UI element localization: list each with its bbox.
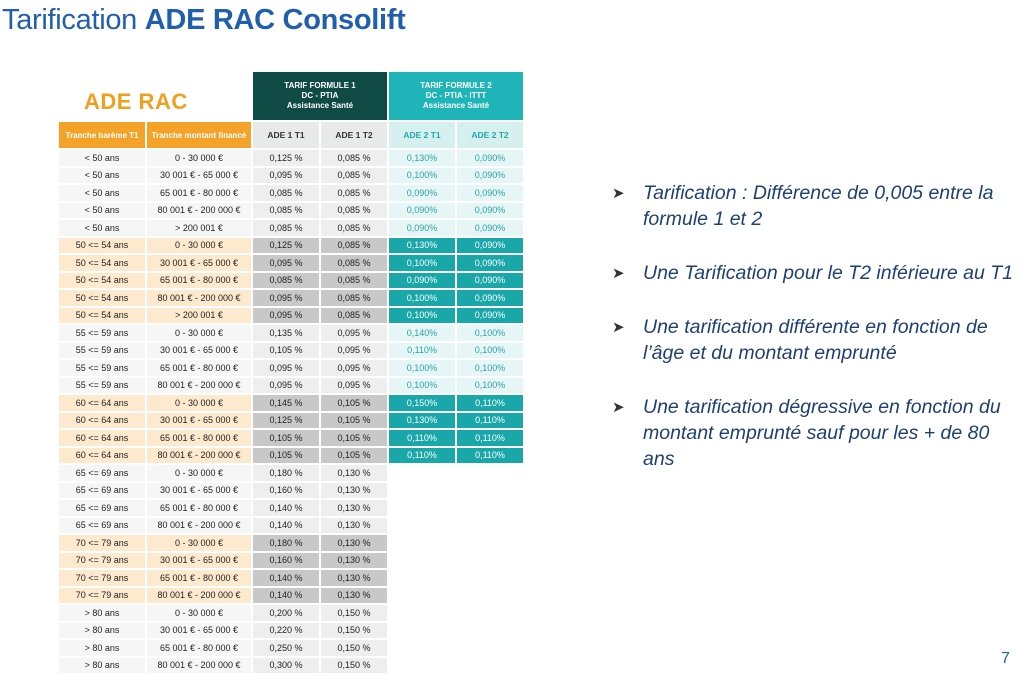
- table-row: [59, 500, 523, 516]
- cell-ade2-t1: 0,110%: [389, 448, 455, 464]
- cell-ade1-t1: 0,200 %: [253, 605, 319, 621]
- table-row: [59, 535, 523, 551]
- table-row: [59, 360, 523, 376]
- cell-ade1-t1: 0,095 %: [253, 168, 319, 184]
- table-row: [59, 150, 523, 166]
- cell-ade1-t2: 0,130 %: [321, 518, 387, 534]
- cell-ade1-t2: 0,150 %: [321, 605, 387, 621]
- cell-ade1-t2: 0,105 %: [321, 395, 387, 411]
- table-row: [59, 343, 523, 359]
- cell-ade2-t2: 0,110%: [457, 395, 523, 411]
- cell-amount-band: 80 001 € - 200 000 €: [147, 518, 251, 534]
- column-header-row: [59, 122, 523, 148]
- cell-ade1-t1: 0,085 %: [253, 203, 319, 219]
- bullet-text: Une tarification dégressive en fonction du montant emprunté sauf pour les + de 80 ans: [643, 396, 1001, 470]
- header-ade1-t2: ADE 1 T2: [321, 122, 387, 148]
- cell-ade2-t1: 0,110%: [389, 430, 455, 446]
- table-row: [59, 570, 523, 586]
- cell-ade2-t1: [389, 588, 455, 604]
- cell-ade2-t1: 0,140%: [389, 325, 455, 341]
- cell-ade1-t2: 0,150 %: [321, 623, 387, 639]
- cell-ade1-t2: 0,085 %: [321, 220, 387, 236]
- bullet-text: Tarification : Différence de 0,005 entre la formule 1 et 2: [643, 182, 994, 230]
- table-row: [59, 483, 523, 499]
- cell-ade2-t2: [457, 483, 523, 499]
- cell-ade1-t1: 0,140 %: [253, 588, 319, 604]
- cell-ade2-t2: 0,110%: [457, 448, 523, 464]
- cell-age-band: 50 <= 54 ans: [59, 290, 145, 306]
- cell-ade2-t1: [389, 658, 455, 674]
- cell-ade1-t1: 0,095 %: [253, 255, 319, 271]
- cell-amount-band: 80 001 € - 200 000 €: [147, 588, 251, 604]
- cell-ade1-t2: 0,095 %: [321, 378, 387, 394]
- cell-ade1-t1: 0,135 %: [253, 325, 319, 341]
- header-ade2-t1: ADE 2 T1: [389, 122, 455, 148]
- cell-ade1-t1: 0,140 %: [253, 570, 319, 586]
- cell-ade2-t2: 0,090%: [457, 290, 523, 306]
- cell-ade1-t2: 0,105 %: [321, 413, 387, 429]
- rate-table-body: [59, 150, 523, 673]
- arrow-bullet-icon: ➤: [612, 185, 625, 202]
- cell-ade1-t2: 0,085 %: [321, 150, 387, 166]
- cell-ade1-t1: 0,085 %: [253, 273, 319, 289]
- cell-age-band: > 80 ans: [59, 605, 145, 621]
- cell-amount-band: 80 001 € - 200 000 €: [147, 203, 251, 219]
- cell-ade1-t1: 0,095 %: [253, 290, 319, 306]
- cell-age-band: > 80 ans: [59, 623, 145, 639]
- cell-ade1-t1: 0,125 %: [253, 413, 319, 429]
- cell-ade1-t1: 0,105 %: [253, 343, 319, 359]
- table-row: [59, 185, 523, 201]
- formula-2-line-3: Assistance Santé: [422, 101, 490, 110]
- cell-ade1-t1: 0,300 %: [253, 658, 319, 674]
- formula-1-line-2: DC - PTIA: [301, 91, 339, 100]
- cell-ade2-t1: 0,130%: [389, 413, 455, 429]
- ade-rac-logo: ADE RAC: [84, 89, 188, 114]
- cell-amount-band: > 200 001 €: [147, 220, 251, 236]
- cell-ade2-t1: [389, 535, 455, 551]
- cell-amount-band: 30 001 € - 65 000 €: [147, 483, 251, 499]
- rate-table: [57, 70, 525, 675]
- title-regular: Tarification: [2, 4, 138, 36]
- cell-ade1-t2: 0,130 %: [321, 500, 387, 516]
- cell-ade2-t1: [389, 500, 455, 516]
- cell-ade1-t1: 0,095 %: [253, 360, 319, 376]
- cell-age-band: < 50 ans: [59, 203, 145, 219]
- cell-ade1-t2: 0,150 %: [321, 640, 387, 656]
- cell-amount-band: 0 - 30 000 €: [147, 238, 251, 254]
- cell-amount-band: 0 - 30 000 €: [147, 150, 251, 166]
- cell-age-band: 55 <= 59 ans: [59, 378, 145, 394]
- cell-amount-band: 65 001 € - 80 000 €: [147, 273, 251, 289]
- cell-ade1-t2: 0,130 %: [321, 465, 387, 481]
- cell-ade2-t1: 0,090%: [389, 185, 455, 201]
- table-row: [59, 378, 523, 394]
- cell-ade2-t2: 0,090%: [457, 238, 523, 254]
- table-row: [59, 273, 523, 289]
- cell-ade2-t2: [457, 605, 523, 621]
- cell-amount-band: 65 001 € - 80 000 €: [147, 430, 251, 446]
- bullet-item: [612, 260, 1024, 286]
- cell-amount-band: 65 001 € - 80 000 €: [147, 570, 251, 586]
- cell-ade1-t2: 0,085 %: [321, 168, 387, 184]
- header-ade1-t1: ADE 1 T1: [253, 122, 319, 148]
- formula-1-line-1: TARIF FORMULE 1: [284, 81, 356, 90]
- arrow-bullet-icon: ➤: [612, 319, 625, 336]
- cell-age-band: 60 <= 64 ans: [59, 413, 145, 429]
- cell-ade1-t2: 0,085 %: [321, 238, 387, 254]
- cell-ade2-t1: 0,090%: [389, 273, 455, 289]
- cell-ade2-t2: [457, 535, 523, 551]
- cell-amount-band: 65 001 € - 80 000 €: [147, 185, 251, 201]
- formula-1-header: [253, 72, 387, 120]
- table-row: [59, 605, 523, 621]
- cell-ade1-t2: 0,085 %: [321, 273, 387, 289]
- cell-ade1-t2: 0,130 %: [321, 553, 387, 569]
- cell-ade2-t2: 0,100%: [457, 325, 523, 341]
- cell-ade2-t2: [457, 640, 523, 656]
- cell-ade2-t1: [389, 570, 455, 586]
- cell-ade2-t2: 0,090%: [457, 168, 523, 184]
- cell-age-band: 60 <= 64 ans: [59, 430, 145, 446]
- cell-amount-band: 65 001 € - 80 000 €: [147, 360, 251, 376]
- cell-ade1-t2: 0,130 %: [321, 483, 387, 499]
- header-ade2-t2: ADE 2 T2: [457, 122, 523, 148]
- cell-ade1-t2: 0,105 %: [321, 448, 387, 464]
- cell-ade2-t1: [389, 518, 455, 534]
- cell-age-band: > 80 ans: [59, 640, 145, 656]
- cell-ade2-t1: 0,100%: [389, 168, 455, 184]
- table-row: [59, 413, 523, 429]
- cell-age-band: < 50 ans: [59, 150, 145, 166]
- bullet-text: Une Tarification pour le T2 inférieure au T1: [643, 262, 1013, 284]
- table-row: [59, 465, 523, 481]
- bullet-item: [612, 314, 1024, 366]
- cell-ade1-t2: 0,130 %: [321, 570, 387, 586]
- table-row: [59, 238, 523, 254]
- cell-ade1-t1: 0,125 %: [253, 150, 319, 166]
- cell-ade2-t2: 0,100%: [457, 343, 523, 359]
- table-row: [59, 430, 523, 446]
- cell-ade2-t1: 0,100%: [389, 290, 455, 306]
- cell-ade1-t2: 0,095 %: [321, 325, 387, 341]
- arrow-bullet-icon: ➤: [612, 265, 625, 282]
- cell-age-band: 55 <= 59 ans: [59, 325, 145, 341]
- cell-ade2-t1: 0,130%: [389, 150, 455, 166]
- cell-ade2-t2: 0,100%: [457, 360, 523, 376]
- table-row: [59, 623, 523, 639]
- cell-age-band: 65 <= 69 ans: [59, 483, 145, 499]
- cell-ade1-t1: 0,125 %: [253, 238, 319, 254]
- cell-ade1-t2: 0,105 %: [321, 430, 387, 446]
- cell-ade2-t1: [389, 640, 455, 656]
- cell-age-band: > 80 ans: [59, 658, 145, 674]
- cell-ade1-t1: 0,160 %: [253, 483, 319, 499]
- cell-age-band: 70 <= 79 ans: [59, 535, 145, 551]
- cell-ade1-t1: 0,105 %: [253, 430, 319, 446]
- cell-ade2-t2: [457, 553, 523, 569]
- cell-ade1-t1: 0,220 %: [253, 623, 319, 639]
- cell-ade1-t1: 0,105 %: [253, 448, 319, 464]
- cell-ade2-t1: 0,100%: [389, 378, 455, 394]
- cell-ade2-t2: [457, 500, 523, 516]
- cell-amount-band: 80 001 € - 200 000 €: [147, 448, 251, 464]
- cell-age-band: 55 <= 59 ans: [59, 360, 145, 376]
- cell-age-band: 70 <= 79 ans: [59, 570, 145, 586]
- cell-amount-band: 80 001 € - 200 000 €: [147, 658, 251, 674]
- cell-amount-band: 0 - 30 000 €: [147, 605, 251, 621]
- cell-ade2-t1: 0,100%: [389, 360, 455, 376]
- cell-ade2-t2: 0,090%: [457, 308, 523, 324]
- cell-ade1-t2: 0,130 %: [321, 535, 387, 551]
- cell-ade2-t2: 0,090%: [457, 220, 523, 236]
- cell-age-band: 50 <= 54 ans: [59, 238, 145, 254]
- cell-ade1-t1: 0,180 %: [253, 465, 319, 481]
- cell-ade2-t2: [457, 623, 523, 639]
- bullet-list: [612, 180, 1024, 500]
- cell-ade1-t2: 0,095 %: [321, 360, 387, 376]
- header-tranche-bareme: Tranche barème T1: [59, 122, 145, 148]
- table-row: [59, 518, 523, 534]
- cell-ade1-t1: 0,085 %: [253, 220, 319, 236]
- cell-ade2-t2: [457, 465, 523, 481]
- cell-ade2-t1: 0,150%: [389, 395, 455, 411]
- table-row: [59, 640, 523, 656]
- cell-ade1-t2: 0,085 %: [321, 255, 387, 271]
- cell-ade2-t2: 0,090%: [457, 185, 523, 201]
- cell-age-band: 50 <= 54 ans: [59, 273, 145, 289]
- cell-ade2-t2: [457, 570, 523, 586]
- table-row: [59, 203, 523, 219]
- cell-ade2-t1: 0,130%: [389, 238, 455, 254]
- cell-age-band: < 50 ans: [59, 220, 145, 236]
- cell-ade2-t1: [389, 605, 455, 621]
- table-row: [59, 308, 523, 324]
- cell-ade2-t1: [389, 465, 455, 481]
- arrow-bullet-icon: ➤: [612, 399, 625, 416]
- bullet-text: Une tarification différente en fonction de l’âge et du montant emprunté: [643, 316, 988, 364]
- formula-2-line-1: TARIF FORMULE 2: [420, 81, 492, 90]
- cell-ade1-t1: 0,160 %: [253, 553, 319, 569]
- cell-ade1-t2: 0,085 %: [321, 185, 387, 201]
- cell-amount-band: 30 001 € - 65 000 €: [147, 553, 251, 569]
- cell-ade1-t2: 0,085 %: [321, 308, 387, 324]
- cell-amount-band: 0 - 30 000 €: [147, 395, 251, 411]
- cell-ade2-t2: 0,090%: [457, 273, 523, 289]
- cell-ade2-t2: 0,090%: [457, 255, 523, 271]
- bullet-item: [612, 180, 1024, 232]
- formula-2-line-2: DC - PTIA - ITTT: [425, 91, 487, 100]
- table-row: [59, 255, 523, 271]
- cell-amount-band: 30 001 € - 65 000 €: [147, 623, 251, 639]
- header-tranche-montant: Tranche montant financé: [147, 122, 251, 148]
- cell-ade1-t2: 0,095 %: [321, 343, 387, 359]
- cell-ade1-t2: 0,130 %: [321, 588, 387, 604]
- cell-ade1-t2: 0,085 %: [321, 290, 387, 306]
- cell-amount-band: 30 001 € - 65 000 €: [147, 343, 251, 359]
- cell-ade2-t2: 0,110%: [457, 413, 523, 429]
- cell-amount-band: 30 001 € - 65 000 €: [147, 255, 251, 271]
- cell-ade2-t2: [457, 658, 523, 674]
- table-row: [59, 553, 523, 569]
- table-row: [59, 395, 523, 411]
- cell-ade1-t1: 0,250 %: [253, 640, 319, 656]
- formula-1-line-3: Assistance Santé: [286, 101, 354, 110]
- cell-amount-band: 0 - 30 000 €: [147, 325, 251, 341]
- cell-ade1-t2: 0,150 %: [321, 658, 387, 674]
- cell-ade2-t1: [389, 623, 455, 639]
- cell-age-band: 60 <= 64 ans: [59, 448, 145, 464]
- cell-amount-band: 80 001 € - 200 000 €: [147, 378, 251, 394]
- cell-age-band: 50 <= 54 ans: [59, 255, 145, 271]
- table-row: [59, 325, 523, 341]
- table-row: [59, 448, 523, 464]
- cell-age-band: 50 <= 54 ans: [59, 308, 145, 324]
- cell-age-band: < 50 ans: [59, 168, 145, 184]
- cell-ade2-t1: 0,090%: [389, 220, 455, 236]
- cell-amount-band: > 200 001 €: [147, 308, 251, 324]
- slide-title: [2, 4, 406, 37]
- cell-ade2-t1: 0,100%: [389, 308, 455, 324]
- cell-age-band: < 50 ans: [59, 185, 145, 201]
- cell-ade2-t1: 0,090%: [389, 203, 455, 219]
- cell-ade2-t2: 0,090%: [457, 150, 523, 166]
- cell-ade2-t2: [457, 518, 523, 534]
- cell-ade2-t2: 0,090%: [457, 203, 523, 219]
- cell-amount-band: 30 001 € - 65 000 €: [147, 168, 251, 184]
- cell-age-band: 70 <= 79 ans: [59, 588, 145, 604]
- cell-amount-band: 65 001 € - 80 000 €: [147, 640, 251, 656]
- cell-age-band: 65 <= 69 ans: [59, 465, 145, 481]
- cell-ade1-t1: 0,180 %: [253, 535, 319, 551]
- cell-ade1-t1: 0,145 %: [253, 395, 319, 411]
- table-row: [59, 588, 523, 604]
- cell-ade2-t2: 0,110%: [457, 430, 523, 446]
- bullet-item: [612, 394, 1024, 472]
- cell-age-band: 60 <= 64 ans: [59, 395, 145, 411]
- cell-age-band: 65 <= 69 ans: [59, 518, 145, 534]
- cell-ade2-t1: 0,100%: [389, 255, 455, 271]
- table-row: [59, 658, 523, 674]
- cell-amount-band: 0 - 30 000 €: [147, 535, 251, 551]
- cell-ade1-t1: 0,140 %: [253, 518, 319, 534]
- title-bold: ADE RAC Consolift: [144, 4, 406, 36]
- cell-ade2-t1: [389, 483, 455, 499]
- cell-age-band: 55 <= 59 ans: [59, 343, 145, 359]
- table-row: [59, 290, 523, 306]
- cell-age-band: 70 <= 79 ans: [59, 553, 145, 569]
- cell-amount-band: 80 001 € - 200 000 €: [147, 290, 251, 306]
- cell-ade1-t1: 0,140 %: [253, 500, 319, 516]
- table-row: [59, 220, 523, 236]
- cell-amount-band: 30 001 € - 65 000 €: [147, 413, 251, 429]
- cell-age-band: 65 <= 69 ans: [59, 500, 145, 516]
- cell-ade1-t1: 0,085 %: [253, 185, 319, 201]
- formula-2-header: [389, 72, 523, 120]
- cell-ade2-t1: 0,110%: [389, 343, 455, 359]
- cell-ade1-t1: 0,095 %: [253, 308, 319, 324]
- cell-ade1-t1: 0,095 %: [253, 378, 319, 394]
- cell-amount-band: 65 001 € - 80 000 €: [147, 500, 251, 516]
- cell-ade1-t2: 0,085 %: [321, 203, 387, 219]
- cell-ade2-t1: [389, 553, 455, 569]
- cell-amount-band: 0 - 30 000 €: [147, 465, 251, 481]
- cell-ade2-t2: 0,100%: [457, 378, 523, 394]
- table-row: [59, 168, 523, 184]
- cell-ade2-t2: [457, 588, 523, 604]
- page-number: 7: [1001, 650, 1010, 667]
